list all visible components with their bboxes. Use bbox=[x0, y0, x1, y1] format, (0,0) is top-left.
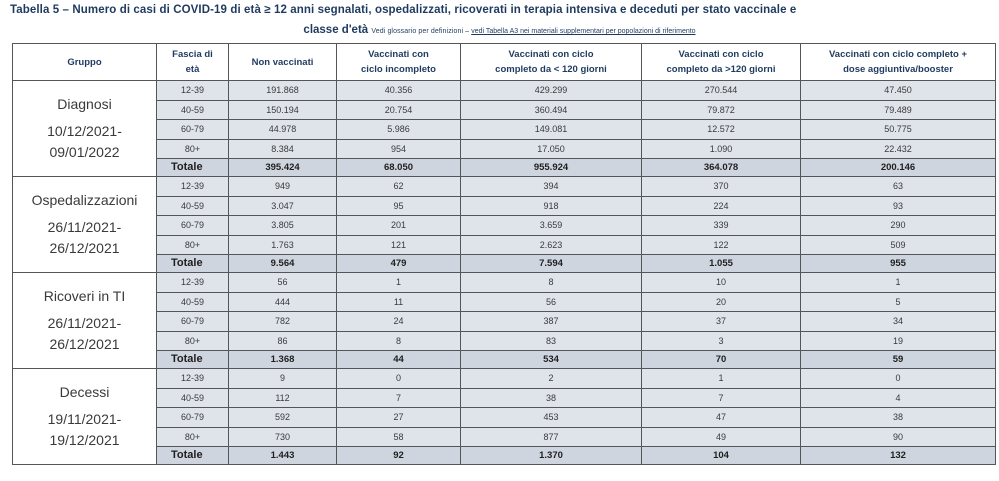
value-cell: 730 bbox=[229, 427, 337, 447]
value-cell: 8.384 bbox=[229, 139, 337, 159]
value-cell: 40.356 bbox=[337, 81, 461, 101]
value-cell: 79.872 bbox=[642, 100, 801, 120]
total-value-cell: 9.564 bbox=[229, 255, 337, 273]
value-cell: 24 bbox=[337, 312, 461, 332]
value-cell: 95 bbox=[337, 196, 461, 216]
table-row bbox=[13, 235, 996, 255]
value-cell: 387 bbox=[461, 312, 642, 332]
header-fascia-l2: età bbox=[185, 64, 200, 75]
value-cell: 47.450 bbox=[801, 81, 996, 101]
value-cell: 93 bbox=[801, 196, 996, 216]
value-cell: 49 bbox=[642, 427, 801, 447]
value-cell: 44.978 bbox=[229, 120, 337, 140]
value-cell: 444 bbox=[229, 292, 337, 312]
value-cell: 27 bbox=[337, 408, 461, 428]
total-value-cell: 7.594 bbox=[461, 255, 642, 273]
total-value-cell: 70 bbox=[642, 351, 801, 369]
value-cell: 191.868 bbox=[229, 81, 337, 101]
header-incompleto-l1: Vaccinati con bbox=[368, 49, 429, 60]
group-name: Ospedalizzazioni bbox=[31, 192, 138, 208]
group-cell bbox=[13, 273, 157, 369]
group-period-end: 09/01/2022 bbox=[49, 144, 120, 160]
header-booster bbox=[801, 44, 996, 81]
header-incompleto-l2: ciclo incompleto bbox=[361, 64, 436, 75]
age-band-cell: 80+ bbox=[157, 331, 229, 351]
total-value-cell: 1.055 bbox=[642, 255, 801, 273]
value-cell: 149.081 bbox=[461, 120, 642, 140]
value-cell: 8 bbox=[461, 273, 642, 293]
value-cell: 339 bbox=[642, 216, 801, 236]
value-cell: 0 bbox=[337, 369, 461, 389]
value-cell: 9 bbox=[229, 369, 337, 389]
header-fascia bbox=[157, 44, 229, 81]
header-non-vaccinati: Non vaccinati bbox=[229, 44, 337, 81]
total-value-cell: 200.146 bbox=[801, 159, 996, 177]
age-band-cell: 40-59 bbox=[157, 388, 229, 408]
subtitle-note: Vedi glossario per definizioni – bbox=[371, 28, 472, 35]
table-row bbox=[13, 81, 996, 101]
value-cell: 2.623 bbox=[461, 235, 642, 255]
group-period-end: 26/12/2021 bbox=[49, 336, 120, 352]
header-lt120-l2: completo da < 120 giorni bbox=[495, 64, 607, 75]
header-gt120-l1: Vaccinati con ciclo bbox=[678, 49, 764, 60]
group-name: Diagnosi bbox=[57, 96, 112, 112]
value-cell: 11 bbox=[337, 292, 461, 312]
value-cell: 877 bbox=[461, 427, 642, 447]
value-cell: 56 bbox=[229, 273, 337, 293]
value-cell: 429.299 bbox=[461, 81, 642, 101]
value-cell: 122 bbox=[642, 235, 801, 255]
value-cell: 38 bbox=[461, 388, 642, 408]
value-cell: 782 bbox=[229, 312, 337, 332]
table-row bbox=[13, 216, 996, 236]
group-name: Ricoveri in TI bbox=[43, 288, 126, 304]
value-cell: 1 bbox=[642, 369, 801, 389]
total-value-cell: 132 bbox=[801, 447, 996, 465]
age-band-cell: 60-79 bbox=[157, 408, 229, 428]
header-gruppo: Gruppo bbox=[13, 44, 157, 81]
table-title: Tabella 5 – Numero di casi di COVID-19 di età ≥ 12 anni segnalati, ospedalizzati, ricoverati in terapia intensiva e deceduti per stato vaccinale e bbox=[10, 4, 797, 16]
value-cell: 290 bbox=[801, 216, 996, 236]
table-row bbox=[13, 196, 996, 216]
header-row bbox=[13, 44, 996, 81]
header-booster-l2: dose aggiuntiva/booster bbox=[843, 64, 953, 75]
value-cell: 1.763 bbox=[229, 235, 337, 255]
total-value-cell: 104 bbox=[642, 447, 801, 465]
table-row bbox=[13, 177, 996, 197]
value-cell: 58 bbox=[337, 427, 461, 447]
table-row bbox=[13, 427, 996, 447]
value-cell: 3.047 bbox=[229, 196, 337, 216]
total-row bbox=[13, 351, 996, 369]
value-cell: 8 bbox=[337, 331, 461, 351]
table-row bbox=[13, 100, 996, 120]
age-band-cell: 60-79 bbox=[157, 312, 229, 332]
age-band-cell: 12-39 bbox=[157, 369, 229, 389]
value-cell: 79.489 bbox=[801, 100, 996, 120]
covid-cases-table bbox=[12, 43, 996, 465]
table-row bbox=[13, 388, 996, 408]
age-band-cell: 40-59 bbox=[157, 196, 229, 216]
value-cell: 19 bbox=[801, 331, 996, 351]
age-band-cell: 80+ bbox=[157, 427, 229, 447]
value-cell: 62 bbox=[337, 177, 461, 197]
total-label: Totale bbox=[157, 351, 229, 369]
value-cell: 0 bbox=[801, 369, 996, 389]
value-cell: 112 bbox=[229, 388, 337, 408]
header-lt120-l1: Vaccinati con ciclo bbox=[508, 49, 594, 60]
value-cell: 5.986 bbox=[337, 120, 461, 140]
group-period-start: 19/11/2021- bbox=[47, 411, 122, 427]
header-booster-l1: Vaccinati con ciclo completo + bbox=[828, 49, 968, 60]
total-value-cell: 1.443 bbox=[229, 447, 337, 465]
header-completo-gt120 bbox=[642, 44, 801, 81]
value-cell: 56 bbox=[461, 292, 642, 312]
table-row bbox=[13, 408, 996, 428]
value-cell: 270.544 bbox=[642, 81, 801, 101]
value-cell: 50.775 bbox=[801, 120, 996, 140]
age-band-cell: 80+ bbox=[157, 139, 229, 159]
supplementary-link[interactable]: vedi Tabella A3 nei materiali supplementari per popolazioni di riferimento bbox=[471, 28, 696, 35]
value-cell: 2 bbox=[461, 369, 642, 389]
value-cell: 360.494 bbox=[461, 100, 642, 120]
value-cell: 86 bbox=[229, 331, 337, 351]
value-cell: 1 bbox=[801, 273, 996, 293]
header-gt120-l2: completo da >120 giorni bbox=[666, 64, 776, 75]
age-band-cell: 40-59 bbox=[157, 292, 229, 312]
value-cell: 7 bbox=[337, 388, 461, 408]
value-cell: 47 bbox=[642, 408, 801, 428]
value-cell: 453 bbox=[461, 408, 642, 428]
value-cell: 12.572 bbox=[642, 120, 801, 140]
value-cell: 5 bbox=[801, 292, 996, 312]
total-label: Totale bbox=[157, 159, 229, 177]
group-cell bbox=[13, 369, 157, 465]
value-cell: 394 bbox=[461, 177, 642, 197]
total-value-cell: 1.368 bbox=[229, 351, 337, 369]
value-cell: 1.090 bbox=[642, 139, 801, 159]
value-cell: 38 bbox=[801, 408, 996, 428]
value-cell: 954 bbox=[337, 139, 461, 159]
value-cell: 150.194 bbox=[229, 100, 337, 120]
age-band-cell: 12-39 bbox=[157, 273, 229, 293]
group-period-start: 26/11/2021- bbox=[47, 315, 122, 331]
age-band-cell: 60-79 bbox=[157, 216, 229, 236]
total-value-cell: 479 bbox=[337, 255, 461, 273]
value-cell: 224 bbox=[642, 196, 801, 216]
header-completo-lt120 bbox=[461, 44, 642, 81]
total-row bbox=[13, 255, 996, 273]
group-period-end: 19/12/2021 bbox=[49, 432, 120, 448]
value-cell: 370 bbox=[642, 177, 801, 197]
table-subtitle bbox=[0, 24, 999, 36]
total-value-cell: 1.370 bbox=[461, 447, 642, 465]
value-cell: 22.432 bbox=[801, 139, 996, 159]
table-row bbox=[13, 139, 996, 159]
total-value-cell: 92 bbox=[337, 447, 461, 465]
total-label: Totale bbox=[157, 447, 229, 465]
value-cell: 4 bbox=[801, 388, 996, 408]
group-period-start: 26/11/2021- bbox=[47, 219, 122, 235]
total-value-cell: 364.078 bbox=[642, 159, 801, 177]
age-band-cell: 60-79 bbox=[157, 120, 229, 140]
table-row bbox=[13, 369, 996, 389]
table-body bbox=[13, 81, 996, 465]
value-cell: 34 bbox=[801, 312, 996, 332]
value-cell: 83 bbox=[461, 331, 642, 351]
total-row bbox=[13, 447, 996, 465]
value-cell: 1 bbox=[337, 273, 461, 293]
value-cell: 3.659 bbox=[461, 216, 642, 236]
age-band-cell: 40-59 bbox=[157, 100, 229, 120]
total-value-cell: 534 bbox=[461, 351, 642, 369]
table-row bbox=[13, 292, 996, 312]
subtitle-main: classe d'età bbox=[303, 24, 369, 36]
value-cell: 37 bbox=[642, 312, 801, 332]
value-cell: 63 bbox=[801, 177, 996, 197]
total-label: Totale bbox=[157, 255, 229, 273]
header-ciclo-incompleto bbox=[337, 44, 461, 81]
header-fascia-l1: Fascia di bbox=[172, 49, 213, 60]
total-value-cell: 395.424 bbox=[229, 159, 337, 177]
value-cell: 10 bbox=[642, 273, 801, 293]
table-row bbox=[13, 331, 996, 351]
group-name: Decessi bbox=[59, 384, 110, 400]
value-cell: 3.805 bbox=[229, 216, 337, 236]
value-cell: 20 bbox=[642, 292, 801, 312]
value-cell: 949 bbox=[229, 177, 337, 197]
total-value-cell: 44 bbox=[337, 351, 461, 369]
age-band-cell: 80+ bbox=[157, 235, 229, 255]
total-value-cell: 68.050 bbox=[337, 159, 461, 177]
value-cell: 3 bbox=[642, 331, 801, 351]
value-cell: 20.754 bbox=[337, 100, 461, 120]
group-period-start: 10/12/2021- bbox=[47, 123, 122, 139]
group-period-end: 26/12/2021 bbox=[49, 240, 120, 256]
total-value-cell: 59 bbox=[801, 351, 996, 369]
value-cell: 509 bbox=[801, 235, 996, 255]
table-row bbox=[13, 312, 996, 332]
value-cell: 90 bbox=[801, 427, 996, 447]
total-row bbox=[13, 159, 996, 177]
value-cell: 7 bbox=[642, 388, 801, 408]
age-band-cell: 12-39 bbox=[157, 81, 229, 101]
value-cell: 121 bbox=[337, 235, 461, 255]
value-cell: 201 bbox=[337, 216, 461, 236]
group-cell bbox=[13, 81, 157, 177]
table-row bbox=[13, 120, 996, 140]
value-cell: 17.050 bbox=[461, 139, 642, 159]
total-value-cell: 955.924 bbox=[461, 159, 642, 177]
total-value-cell: 955 bbox=[801, 255, 996, 273]
value-cell: 918 bbox=[461, 196, 642, 216]
group-cell bbox=[13, 177, 157, 273]
value-cell: 592 bbox=[229, 408, 337, 428]
table-row bbox=[13, 273, 996, 293]
age-band-cell: 12-39 bbox=[157, 177, 229, 197]
